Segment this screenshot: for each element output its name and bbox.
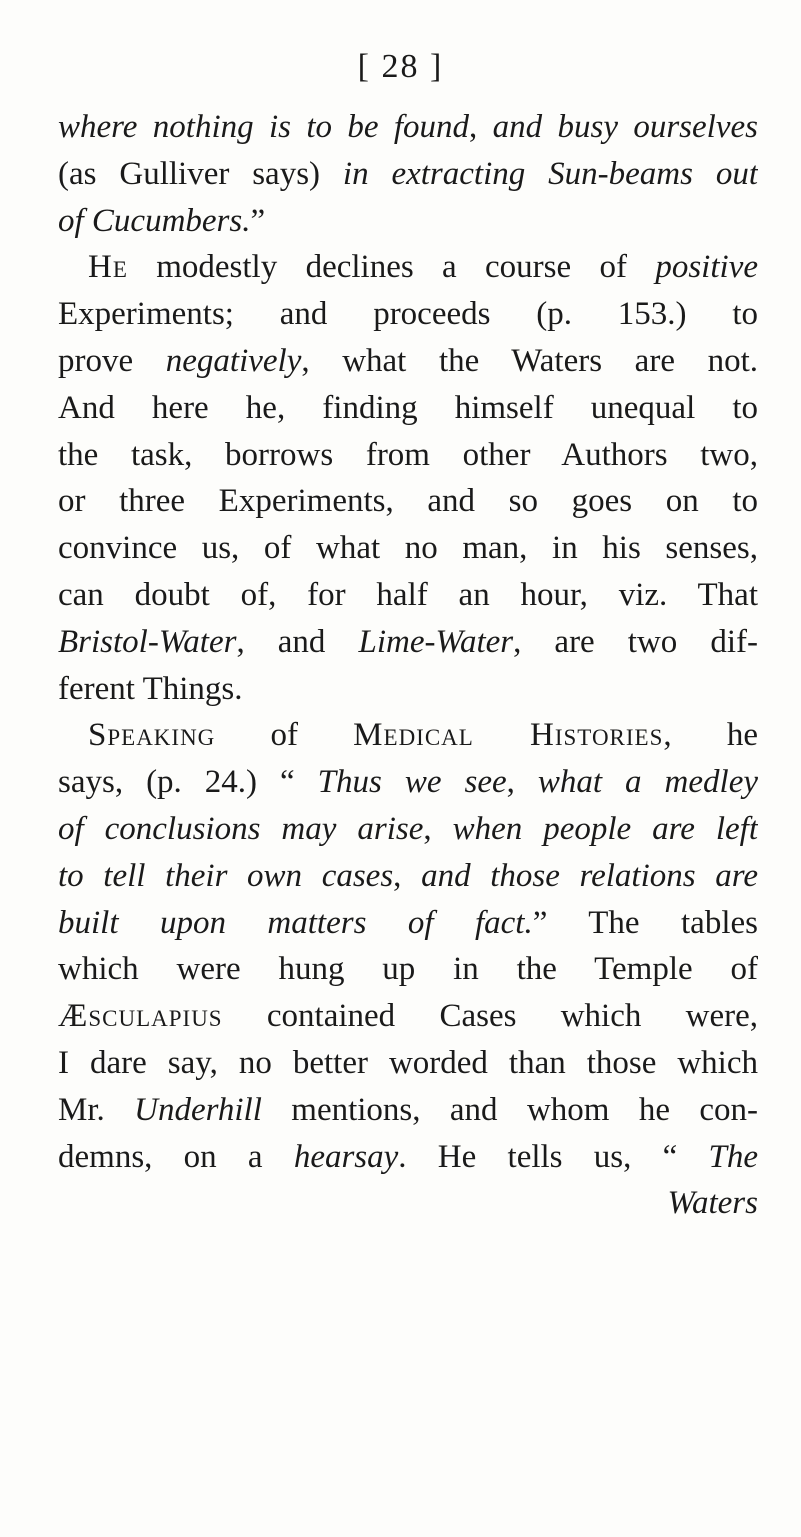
italic-text: and those relations are (421, 857, 758, 894)
italic-text: Lime-Water (358, 623, 514, 660)
text-line (58, 1180, 758, 1227)
text-segment: (as Gulliver says) (58, 155, 343, 192)
italic-text: to tell their own cases (58, 857, 394, 894)
italic-text: and busy ourselves (492, 109, 758, 145)
text-segment: , he (663, 717, 758, 754)
text-segment: Experiments; and proceeds (p. 153.) to (58, 296, 758, 333)
small-caps-text: He (88, 249, 128, 286)
text-segment: , (393, 857, 422, 894)
italic-text: what a medley (537, 764, 758, 801)
italic-text: where nothing is to be found (58, 109, 470, 145)
text-line (58, 385, 758, 432)
text-segment: says, (p. 24.) “ (58, 764, 318, 801)
text-segment: , (423, 810, 453, 847)
text-segment: modestly declines a course of (127, 249, 656, 286)
italic-text: Bristol-Water (58, 623, 237, 660)
text-segment: mentions, and whom he con- (261, 1091, 758, 1128)
text-line (58, 572, 758, 619)
text-line (58, 900, 758, 947)
text-segment: And here he, finding himself unequal to (58, 389, 758, 426)
small-caps-text: Speaking (88, 717, 216, 754)
text-line (58, 291, 758, 338)
text-line (58, 946, 758, 993)
text-line (58, 1040, 758, 1087)
text-segment: , what the Waters are not. (301, 342, 758, 379)
italic-text: of conclusions may arise (58, 810, 424, 847)
text-segment: ferent Things. (58, 670, 243, 707)
text-line (58, 993, 758, 1040)
page-number: [ 28 ] (357, 48, 444, 85)
text-line (58, 338, 758, 385)
italic-text: in extracting Sun-beams out (342, 155, 758, 192)
text-segment: I dare say, no better worded than those which (58, 1044, 758, 1081)
text-segment: of (215, 717, 354, 754)
text-line (58, 478, 758, 525)
italic-text: positive (655, 249, 758, 286)
text-segment: or three Experiments, and so goes on to (58, 483, 758, 520)
text-line (58, 1087, 758, 1134)
italic-text: Waters (667, 1185, 758, 1222)
small-caps-text: Æsculapius (58, 998, 223, 1035)
italic-text: Underhill (134, 1091, 262, 1128)
italic-text: of Cucumbers. (58, 202, 251, 239)
page-body-text (58, 104, 758, 1227)
italic-text: Thus we see (317, 764, 507, 801)
italic-text: hearsay (293, 1138, 399, 1175)
text-segment: prove (58, 342, 166, 379)
italic-text: when people are left (452, 810, 758, 847)
text-segment: , (506, 764, 538, 801)
italic-text: The (708, 1138, 758, 1175)
text-segment: , (469, 109, 493, 145)
text-segment: . He tells us, “ (398, 1138, 709, 1175)
text-segment: ” (250, 202, 266, 239)
italic-text: built upon matters of fact. (58, 904, 533, 941)
text-line (58, 198, 758, 245)
text-line (58, 525, 758, 572)
text-line (58, 806, 758, 853)
text-line (58, 666, 758, 713)
italic-text: negatively (165, 342, 302, 379)
text-segment: can doubt of, for half an hour, viz. That (58, 576, 758, 613)
text-segment: ” The tables (532, 904, 758, 941)
small-caps-text: Medical Histories (353, 717, 664, 754)
text-line (58, 104, 758, 151)
text-line (58, 712, 758, 759)
text-line (58, 244, 758, 291)
text-segment: convince us, of what no man, in his senses, (58, 530, 758, 567)
text-line (58, 1134, 758, 1181)
text-line (58, 619, 758, 666)
text-segment: demns, on a (58, 1138, 294, 1175)
text-segment: , and (236, 623, 359, 660)
text-segment: which were hung up in the Temple of (58, 951, 758, 988)
text-line (58, 432, 758, 479)
text-line (58, 853, 758, 900)
text-segment: the task, borrows from other Authors two, (58, 436, 758, 473)
text-segment: , are two dif- (513, 623, 758, 660)
text-segment: Mr. (58, 1091, 135, 1128)
text-line (58, 151, 758, 198)
text-segment: contained Cases which were, (222, 998, 758, 1035)
text-line (58, 759, 758, 806)
